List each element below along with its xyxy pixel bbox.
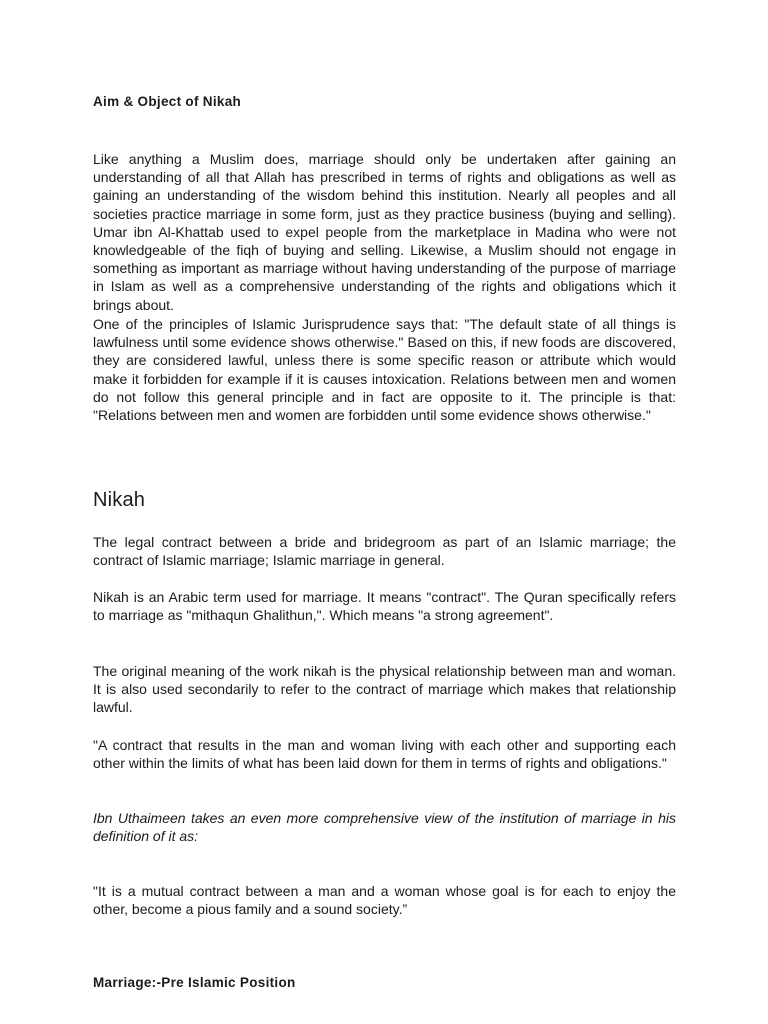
paragraph-intro-2: One of the principles of Islamic Jurisprudence says that: "The default state of all things is lawfulness until some evidence shows otherwise." Based on this, if new foods are discovered, they are considered lawful, unless there is some specific reason or attribute which would make it forbidden for example if it is causes intoxication. Relations between men and women do not follow this general principle and in fact are opposite to it. The principle is that: "Relations between men and women are forbidden until some evidence shows otherwise."	[93, 316, 676, 424]
paragraph-nikah-original-meaning: The original meaning of the work nikah is the physical relationship between man and woman. It is also used secondarily to refer to the contract of marriage which makes that relationship lawful.	[93, 663, 676, 716]
section-heading-pre-islamic: Marriage:-Pre Islamic Position	[93, 975, 296, 990]
paragraph-intro-1: Like anything a Muslim does, marriage should only be undertaken after gaining an understanding of all that Allah has prescribed in terms of rights and obligations as well as gaining an understanding of the wisdom behind this institution. Nearly all peoples and all societies practice marriage in some form, just as they practice business (buying and selling). Umar ibn Al-Khattab used to expel people from the marketplace in Madina who were not knowledgeable of the fiqh of buying and selling. Likewise, a Muslim should not engage in something as important as marriage without having understanding of the purpose of marriage in Islam as well as a comprehensive understanding of the rights and obligations which it brings about.	[93, 151, 676, 313]
paragraph-nikah-arabic-term: Nikah is an Arabic term used for marriage. It means "contract". The Quran specifically refers to marriage as "mithaqun Ghalithun,". Which means "a strong agreement".	[93, 589, 676, 624]
section-heading-nikah: Nikah	[93, 489, 146, 511]
paragraph-nikah-contract-quote: "A contract that results in the man and woman living with each other and supporting each other within the limits of what has been laid down for them in terms of rights and obligations."	[93, 737, 676, 772]
paragraph-ibn-uthaimeen: Ibn Uthaimeen takes an even more comprehensive view of the institution of marriage in his definition of it as:	[93, 810, 676, 845]
paragraph-nikah-definition: The legal contract between a bride and bridegroom as part of an Islamic marriage; the contract of Islamic marriage; Islamic marriage in general.	[93, 534, 676, 569]
paragraph-mutual-contract-quote: "It is a mutual contract between a man and a woman whose goal is for each to enjoy the other, become a pious family and a sound society.”	[93, 883, 676, 918]
section-heading-aim: Aim & Object of Nikah	[93, 94, 242, 109]
